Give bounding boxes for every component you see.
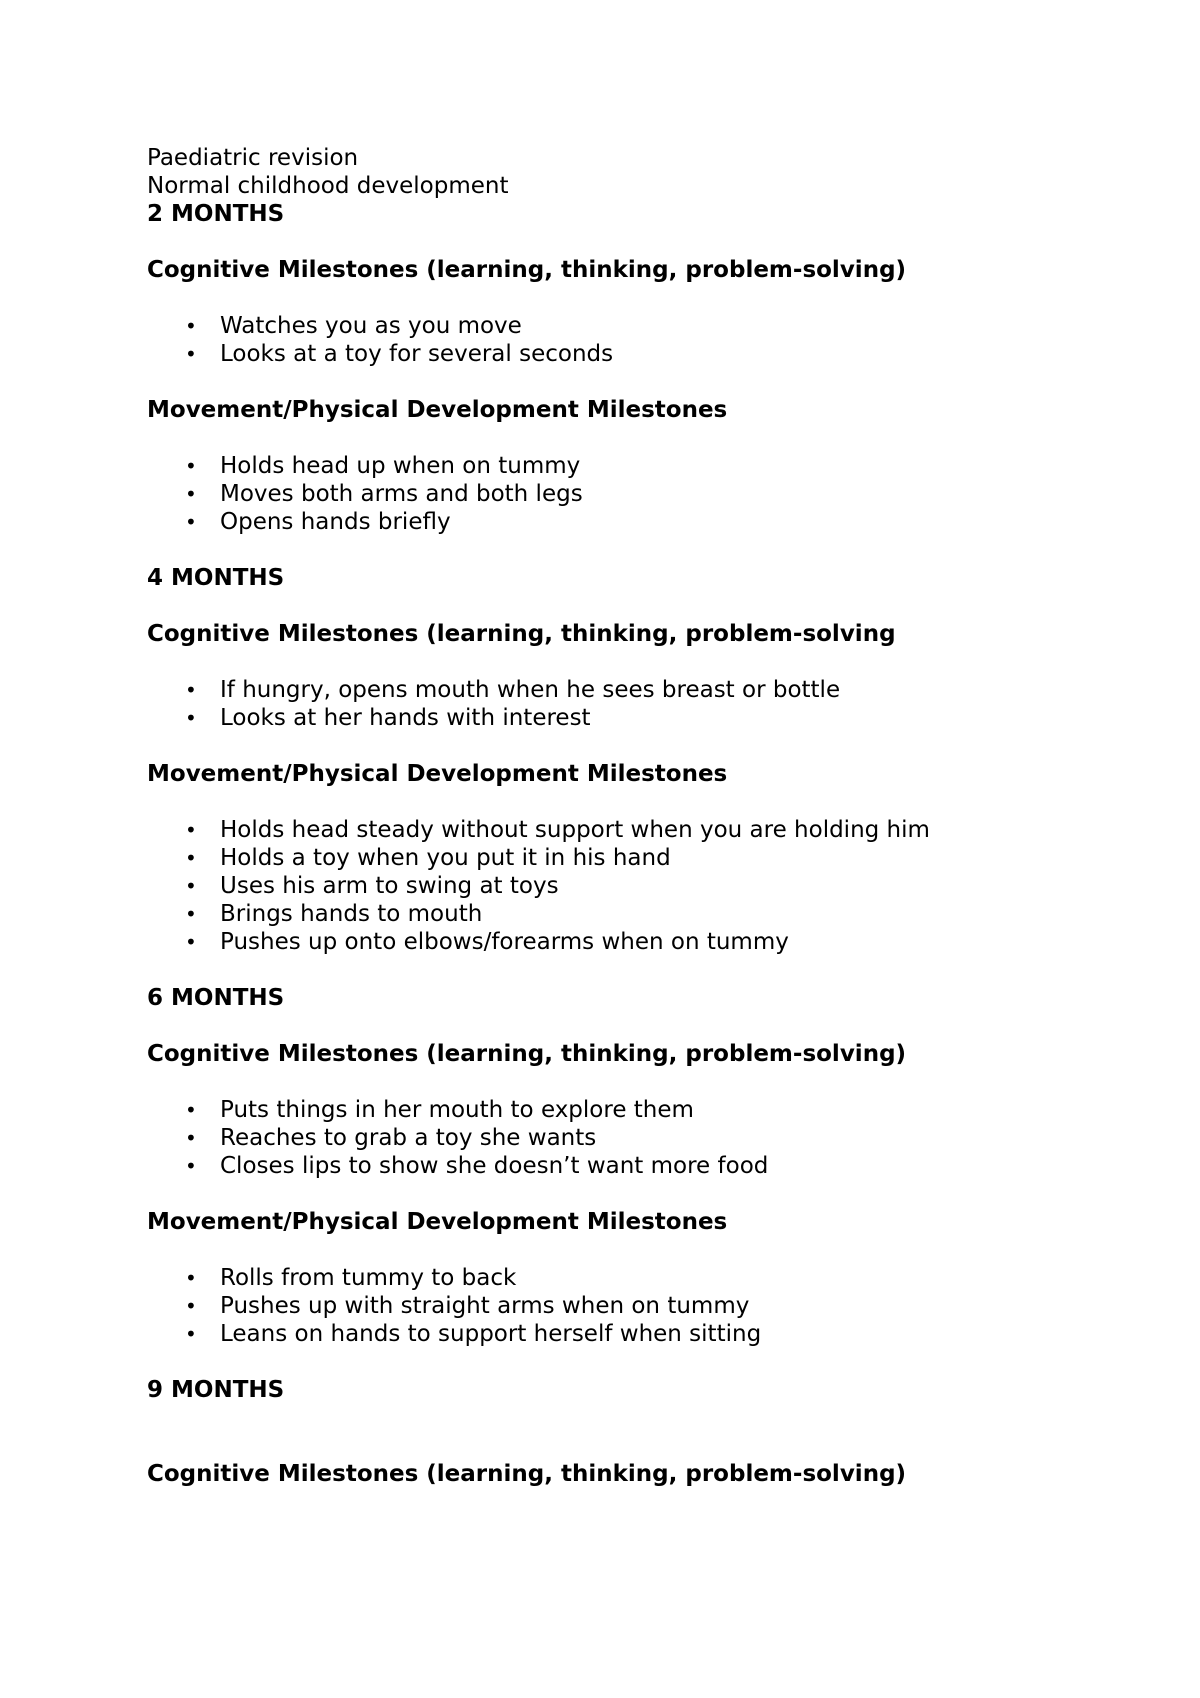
group-heading-movement: Movement/Physical Development Milestones <box>147 761 728 787</box>
list-item: • Uses his arm to swing at toys <box>185 873 559 899</box>
bullet-list <box>147 816 1147 956</box>
bullet-icon: • <box>185 1154 197 1178</box>
bullet-icon: • <box>185 930 197 954</box>
list-item: • Pushes up with straight arms when on tummy <box>185 1293 750 1319</box>
bullet-icon: • <box>185 342 197 366</box>
list-item: • Looks at a toy for several seconds <box>185 341 614 367</box>
section-4-months <box>147 564 1147 984</box>
group-heading-cognitive: Cognitive Milestones (learning, thinking, problem-solving <box>147 621 896 647</box>
bullet-icon: • <box>185 510 197 534</box>
bullet-icon: • <box>185 874 197 898</box>
bullet-list <box>147 452 1147 536</box>
group-heading-movement: Movement/Physical Development Milestones <box>147 397 728 423</box>
list-item: • Brings hands to mouth <box>185 901 483 927</box>
document-subtitle: Normal childhood development <box>147 173 509 199</box>
age-heading: 2 MONTHS <box>147 201 285 227</box>
list-item: • Looks at her hands with interest <box>185 705 591 731</box>
list-item: • Watches you as you move <box>185 313 522 339</box>
list-item: • Opens hands briefly <box>185 509 451 535</box>
document-page <box>147 144 1147 1488</box>
list-item: • Rolls from tummy to back <box>185 1265 517 1291</box>
bullet-icon: • <box>185 1322 197 1346</box>
age-heading: 9 MONTHS <box>147 1377 285 1403</box>
bullet-list <box>147 312 1147 368</box>
list-item: • Reaches to grab a toy she wants <box>185 1125 597 1151</box>
bullet-icon: • <box>185 846 197 870</box>
bullet-icon: • <box>185 818 197 842</box>
bullet-list <box>147 676 1147 732</box>
list-item: • Holds head steady without support when you are holding him <box>185 817 930 843</box>
bullet-list <box>147 1096 1147 1180</box>
list-item: • Pushes up onto elbows/forearms when on tummy <box>185 929 789 955</box>
bullet-icon: • <box>185 1266 197 1290</box>
group-heading-cognitive: Cognitive Milestones (learning, thinking, problem-solving) <box>147 1461 907 1487</box>
bullet-icon: • <box>185 1098 197 1122</box>
bullet-icon: • <box>185 1294 197 1318</box>
section-9-months <box>147 1376 1147 1488</box>
age-heading: 6 MONTHS <box>147 985 285 1011</box>
section-6-months <box>147 984 1147 1376</box>
group-heading-cognitive: Cognitive Milestones (learning, thinking, problem-solving) <box>147 1041 907 1067</box>
list-item: • Holds a toy when you put it in his hand <box>185 845 671 871</box>
age-heading: 4 MONTHS <box>147 565 285 591</box>
bullet-icon: • <box>185 1126 197 1150</box>
group-heading-cognitive: Cognitive Milestones (learning, thinking, problem-solving) <box>147 257 907 283</box>
bullet-icon: • <box>185 902 197 926</box>
list-item: • Leans on hands to support herself when sitting <box>185 1321 762 1347</box>
bullet-icon: • <box>185 454 197 478</box>
bullet-icon: • <box>185 482 197 506</box>
group-heading-movement: Movement/Physical Development Milestones <box>147 1209 728 1235</box>
bullet-icon: • <box>185 706 197 730</box>
section-2-months <box>147 200 1147 564</box>
bullet-list <box>147 1264 1147 1348</box>
bullet-icon: • <box>185 678 197 702</box>
document-title: Paediatric revision <box>147 145 359 171</box>
list-item: • If hungry, opens mouth when he sees breast or bottle <box>185 677 841 703</box>
list-item: • Closes lips to show she doesn’t want more food <box>185 1153 769 1179</box>
list-item: • Puts things in her mouth to explore them <box>185 1097 694 1123</box>
list-item: • Moves both arms and both legs <box>185 481 583 507</box>
list-item: • Holds head up when on tummy <box>185 453 581 479</box>
bullet-icon: • <box>185 314 197 338</box>
